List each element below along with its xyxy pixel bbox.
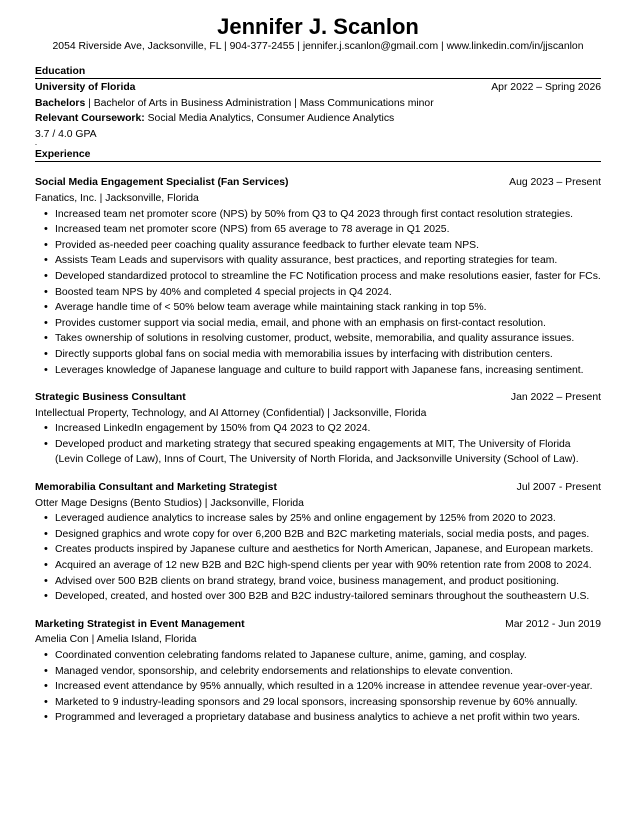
bullet-item: • Acquired an average of 12 new B2B and B2C high-spend clients per year with 90% retention rate from 2008 to 2024. bbox=[55, 558, 601, 574]
degree-line bbox=[35, 96, 601, 112]
bullet-item: • Directly supports global fans on social media with memorabilia issues by interfacing with distribution centers. bbox=[55, 347, 601, 363]
job-entry bbox=[35, 175, 601, 378]
bullet-item: • Increased event attendance by 95% annually, which resulted in a 120% increase in attendee revenue year-over-year. bbox=[55, 679, 601, 695]
job-title: Strategic Business Consultant bbox=[35, 392, 186, 404]
gpa: 3.7 / 4.0 GPA bbox=[35, 128, 97, 140]
bullet-item: • Average handle time of < 50% below team average while maintaining stack ranking in top 5%. bbox=[55, 300, 601, 316]
job-title: Social Media Engagement Specialist (Fan Services) bbox=[35, 177, 289, 189]
degree-label: Bachelors bbox=[35, 97, 86, 109]
job-dates: Jul 2007 - Present bbox=[516, 482, 601, 494]
bullet-item: • Coordinated convention celebrating fandoms related to Japanese culture, anime, gaming, and cosplay. bbox=[55, 648, 601, 664]
education-school-row bbox=[35, 80, 601, 96]
job-header-row bbox=[35, 390, 601, 406]
bullet-item: • Developed standardized protocol to streamline the FC Notification process and make resolutions easier, faster for FCs. bbox=[55, 269, 601, 285]
bullet-item: • Boosted team NPS by 40% and completed 4 special projects in Q4 2024. bbox=[55, 285, 601, 301]
contact-line: 2054 Riverside Ave, Jacksonville, FL | 904-377-2455 | jennifer.j.scanlon@gmail.com | www.linkedin.com/in/jjscanlon bbox=[52, 41, 584, 52]
job-header-row bbox=[35, 617, 601, 633]
experience-list bbox=[35, 175, 601, 726]
school-name: University of Florida bbox=[35, 82, 136, 93]
bullet-item: • Provided as-needed peer coaching quality assurance feedback to further elevate team NPS. bbox=[55, 238, 601, 254]
job-bullets bbox=[35, 648, 601, 726]
job-title: Memorabilia Consultant and Marketing Strategist bbox=[35, 482, 277, 494]
bullet-item: • Provides customer support via social media, email, and phone with an emphasis on first-contact resolution. bbox=[55, 316, 601, 332]
bullet-item: • Leverages knowledge of Japanese language and culture to build rapport with Japanese fans, increasing sentiment. bbox=[55, 363, 601, 379]
coursework-label: Relevant Coursework: bbox=[35, 113, 145, 125]
job-dates: Aug 2023 – Present bbox=[509, 177, 601, 189]
bullet-item: • Increased team net promoter score (NPS) by 50% from Q3 to Q4 2023 through first contact resolution strategies. bbox=[55, 207, 601, 223]
bullet-item: • Leveraged audience analytics to increase sales by 25% and online engagement by 125% from 2020 to 2023. bbox=[55, 511, 601, 527]
bullet-item: • Advised over 500 B2B clients on brand strategy, brand voice, business management, and product positioning. bbox=[55, 574, 601, 590]
job-entry bbox=[35, 617, 601, 726]
stray-mark: - bbox=[35, 142, 37, 149]
job-bullets bbox=[35, 511, 601, 605]
bullet-item: • Marketed to 9 industry-leading sponsors and 29 local sponsors, increasing sponsorship revenue by 60% annually. bbox=[55, 695, 601, 711]
bullet-item: • Increased team net promoter score (NPS) from 65 average to 78 average in Q1 2025. bbox=[55, 222, 601, 238]
job-organization: Amelia Con | Amelia Island, Florida bbox=[35, 634, 197, 646]
bullet-item: • Takes ownership of solutions in resolving customer, product, website, memorabilia, and quality assurance issues. bbox=[55, 331, 601, 347]
section-heading-experience: Experience bbox=[35, 149, 601, 162]
job-dates: Mar 2012 - Jun 2019 bbox=[505, 618, 601, 630]
bullet-item: • Creates products inspired by Japanese culture and aesthetics for North American, Japanese, and European markets. bbox=[55, 542, 601, 558]
job-bullets bbox=[35, 421, 601, 468]
job-organization: Fanatics, Inc. | Jacksonville, Florida bbox=[35, 192, 199, 204]
job-entry bbox=[35, 480, 601, 605]
job-header-row bbox=[35, 175, 601, 191]
bullet-item: • Designed graphics and wrote copy for over 6,200 B2B and B2C marketing materials, social media posts, and pages. bbox=[55, 527, 601, 543]
job-entry bbox=[35, 390, 601, 468]
bullet-item: • Developed, created, and hosted over 300 B2B and B2C industry-tailored seminars throughout the southeastern U.S. bbox=[55, 589, 601, 605]
job-organization: Otter Mage Designs (Bento Studios) | Jacksonville, Florida bbox=[35, 497, 304, 509]
bullet-item: • Programmed and leveraged a proprietary database and business analytics to achieve a net profit within two years. bbox=[55, 710, 601, 726]
bullet-item: • Increased LinkedIn engagement by 150% from Q4 2023 to Q2 2024. bbox=[55, 421, 601, 437]
candidate-name: Jennifer J. Scanlon bbox=[217, 14, 419, 39]
bullet-item: • Assists Team Leads and supervisors with quality assurance, best practices, and reporting strategies for team. bbox=[55, 253, 601, 269]
coursework-line bbox=[35, 111, 601, 127]
bullet-item: • Developed product and marketing strategy that secured speaking engagements at MIT, The University of Florida (Levin College of Law), Inns of Court, The University of North Florida, and Jacksonville University (School of Law). bbox=[55, 437, 601, 468]
job-dates: Jan 2022 – Present bbox=[510, 392, 601, 404]
degree-text: | Bachelor of Arts in Business Administration | Mass Communications minor bbox=[85, 97, 434, 109]
coursework-text: Social Media Analytics, Consumer Audience Analytics bbox=[144, 113, 395, 125]
job-bullets bbox=[35, 207, 601, 379]
job-organization: Intellectual Property, Technology, and AI Attorney (Confidential) | Jacksonville, Florida bbox=[35, 407, 427, 419]
section-heading-education: Education bbox=[35, 66, 601, 79]
job-title: Marketing Strategist in Event Management bbox=[35, 618, 245, 630]
bullet-item: • Managed vendor, sponsorship, and celebrity endorsements and relationships to elevate convention. bbox=[55, 664, 601, 680]
education-dates: Apr 2022 – Spring 2026 bbox=[491, 82, 601, 93]
job-header-row bbox=[35, 480, 601, 496]
